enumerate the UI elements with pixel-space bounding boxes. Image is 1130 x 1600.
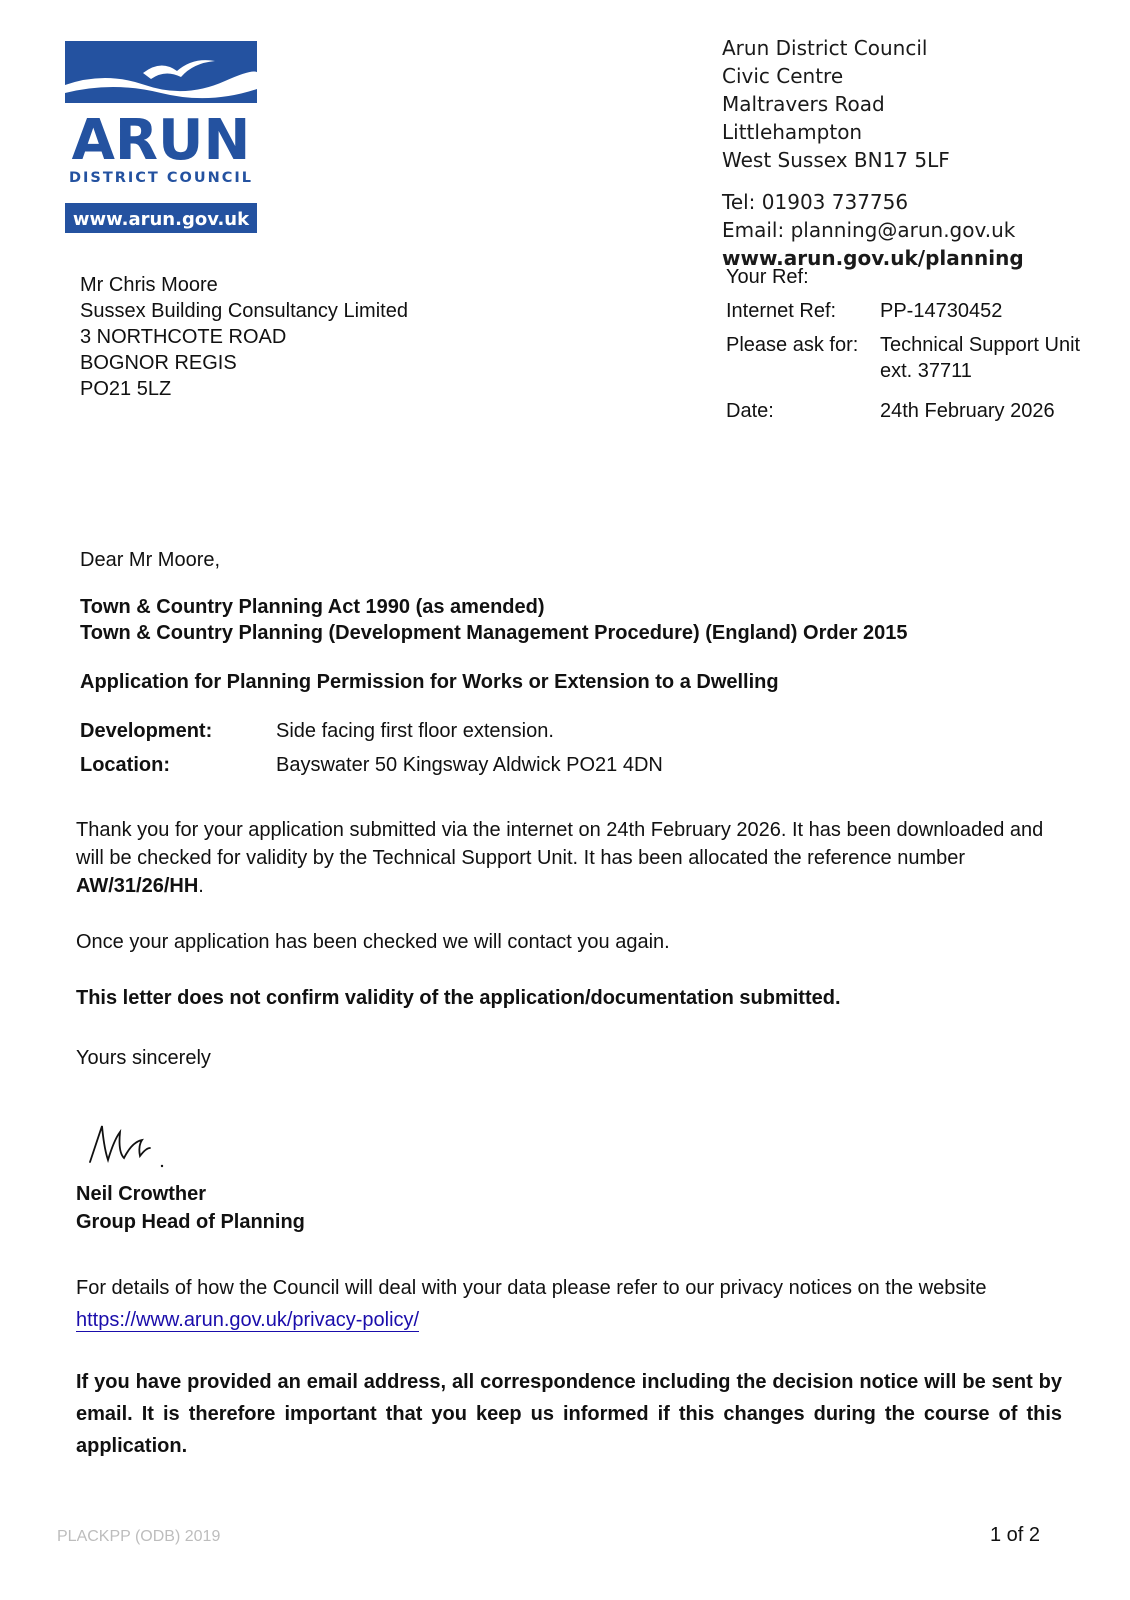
council-web: www.arun.gov.uk/planning <box>722 246 1024 270</box>
ask-for-value: Technical Support Unit <box>880 334 1081 356</box>
email-notice: If you have provided an email address, all correspondence including the decision notice will be sent by email. It is therefore important that you keep us informed if this changes during the course of this application. <box>76 1371 1062 1457</box>
council-address-line: Civic Centre <box>722 64 844 88</box>
contact-paragraph: Once your application has been checked we will contact you again. <box>76 931 670 953</box>
arun-council-logo <box>65 41 257 233</box>
closing: Yours sincerely <box>76 1047 211 1069</box>
acknowledgement-text: Thank you for your application submitted via the internet on 24th February 2026. It has been downloaded and will be checked for validity by the Technical Support Unit. It has been allocated the reference number <box>76 819 1044 869</box>
signature-image <box>84 1118 174 1174</box>
application-details <box>0 716 1130 776</box>
acknowledgement-end: . <box>198 875 204 897</box>
date-label: Date: <box>726 400 774 422</box>
recipient-line: Sussex Building Consultancy Limited <box>80 300 408 322</box>
council-address <box>722 34 1024 272</box>
page-number: 1 of 2 <box>990 1524 1041 1546</box>
council-address-line: West Sussex BN17 5LF <box>722 148 950 172</box>
logo-subtitle: DISTRICT COUNCIL <box>68 170 254 186</box>
development-value: Side facing first floor extension. <box>276 720 554 742</box>
salutation: Dear Mr Moore, <box>80 549 221 571</box>
acknowledgement-paragraph <box>76 816 1066 900</box>
council-address-line: Maltravers Road <box>722 92 885 116</box>
privacy-paragraph <box>76 1272 1066 1336</box>
location-label: Location: <box>80 754 170 776</box>
recipient-line: BOGNOR REGIS <box>80 352 237 374</box>
recipient-line: Mr Chris Moore <box>80 274 218 296</box>
act-line: Town & Country Planning Act 1990 (as amended) <box>80 596 545 618</box>
reference-number: AW/31/26/HH <box>76 875 199 897</box>
validity-notice: This letter does not confirm validity of the application/documentation submitted. <box>76 987 841 1009</box>
date-value: 24th February 2026 <box>880 400 1055 422</box>
logo-url: www.arun.gov.uk <box>72 209 250 230</box>
council-email: Email: planning@arun.gov.uk <box>722 218 1016 242</box>
ask-for-label: Please ask for: <box>726 334 859 356</box>
location-value: Bayswater 50 Kingsway Aldwick PO21 4DN <box>276 754 663 776</box>
internet-ref-label: Internet Ref: <box>726 300 837 322</box>
development-label: Development: <box>80 720 213 742</box>
privacy-policy-link[interactable]: https://www.arun.gov.uk/privacy-policy/ <box>76 1309 420 1331</box>
signatory <box>76 1180 305 1236</box>
application-title: Application for Planning Permission for Works or Extension to a Dwelling <box>80 671 779 693</box>
recipient-line: PO21 5LZ <box>80 378 172 400</box>
council-address-line: Arun District Council <box>722 36 928 60</box>
council-address-line: Littlehampton <box>722 120 863 144</box>
recipient-address <box>80 272 408 402</box>
council-tel: Tel: 01903 737756 <box>722 190 909 214</box>
ask-for-ext: ext. 37711 <box>880 360 972 382</box>
document-code: PLACKPP (ODB) 2019 <box>57 1528 221 1545</box>
order-line: Town & Country Planning (Development Management Procedure) (England) Order 2015 <box>80 622 908 644</box>
logo-wordmark: ARUN <box>71 108 251 173</box>
legislation-heading <box>80 594 908 646</box>
recipient-line: 3 NORTHCOTE ROAD <box>80 326 287 348</box>
internet-ref-value: PP-14730452 <box>880 300 1003 322</box>
privacy-text: For details of how the Council will deal with your data please refer to our privacy notices on the website <box>76 1277 987 1299</box>
signatory-name: Neil Crowther <box>76 1183 207 1205</box>
your-ref-label: Your Ref: <box>726 266 809 288</box>
signatory-title: Group Head of Planning <box>76 1211 305 1233</box>
